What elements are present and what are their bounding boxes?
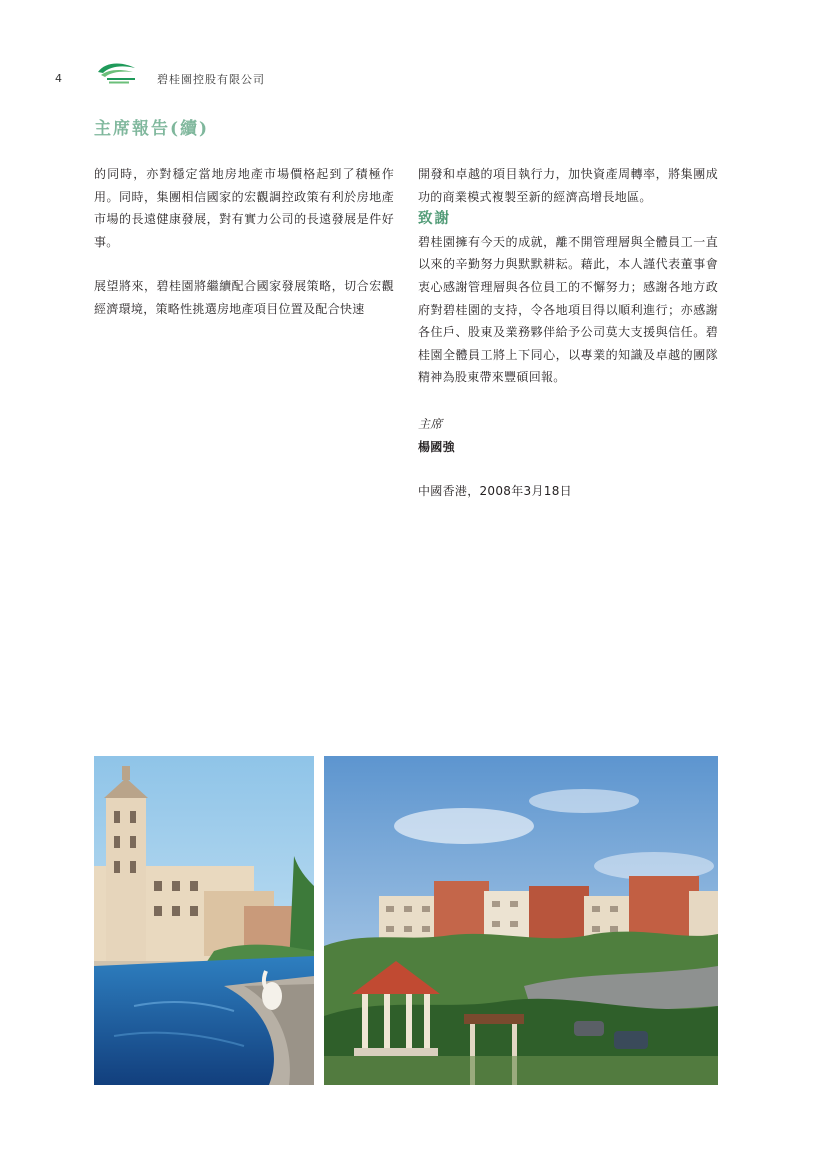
country-garden-logo-icon bbox=[95, 60, 141, 86]
thanks-paragraph: 碧桂園擁有今天的成就，離不開管理層與全體員工一直以來的辛勤努力與默默耕耘。藉此，本人謹代表董事會衷心感謝管理層與各位員工的不懈努力；感謝各地方政府對碧桂園的支持，令各地項目得以順利進行；亦感謝各住戶、股東及業務夥伴給予公司莫大支援與信任。碧桂園全體員工將上下同心，以專業的知識及卓越的團隊精神為股東帶來豐碩回報。 bbox=[418, 234, 718, 385]
photo-pool-tower bbox=[94, 756, 314, 1085]
place-date: 中國香港，2008年3月18日 bbox=[418, 484, 572, 499]
body-paragraph: 展望將來，碧桂園將繼續配合國家發展策略，切合宏觀經濟環境，策略性挑選房地產項目位置及配合快速 bbox=[94, 279, 394, 316]
company-name: 碧桂園控股有限公司 bbox=[157, 73, 265, 86]
page-number: 4 bbox=[55, 72, 62, 85]
body-paragraph: 的同時，亦對穩定當地房地產市場價格起到了積極作用。同時，集團相信國家的宏觀調控政策有利於房地產市場的長遠健康發展，對有實力公司的長遠發展是件好事。 bbox=[94, 167, 394, 249]
body-paragraph: 開發和卓越的項目執行力，加快資產周轉率，將集團成功的商業模式複製至新的經濟高增長地區。 bbox=[418, 167, 718, 204]
left-column bbox=[94, 163, 394, 321]
right-column bbox=[418, 163, 718, 503]
section-title: 主席報告(續) bbox=[94, 119, 210, 139]
thanks-heading: 致謝 bbox=[418, 211, 451, 228]
signature-name: 楊國強 bbox=[418, 439, 455, 454]
signature-title: 主席 bbox=[418, 416, 443, 431]
photo-residential-complex bbox=[324, 756, 718, 1085]
